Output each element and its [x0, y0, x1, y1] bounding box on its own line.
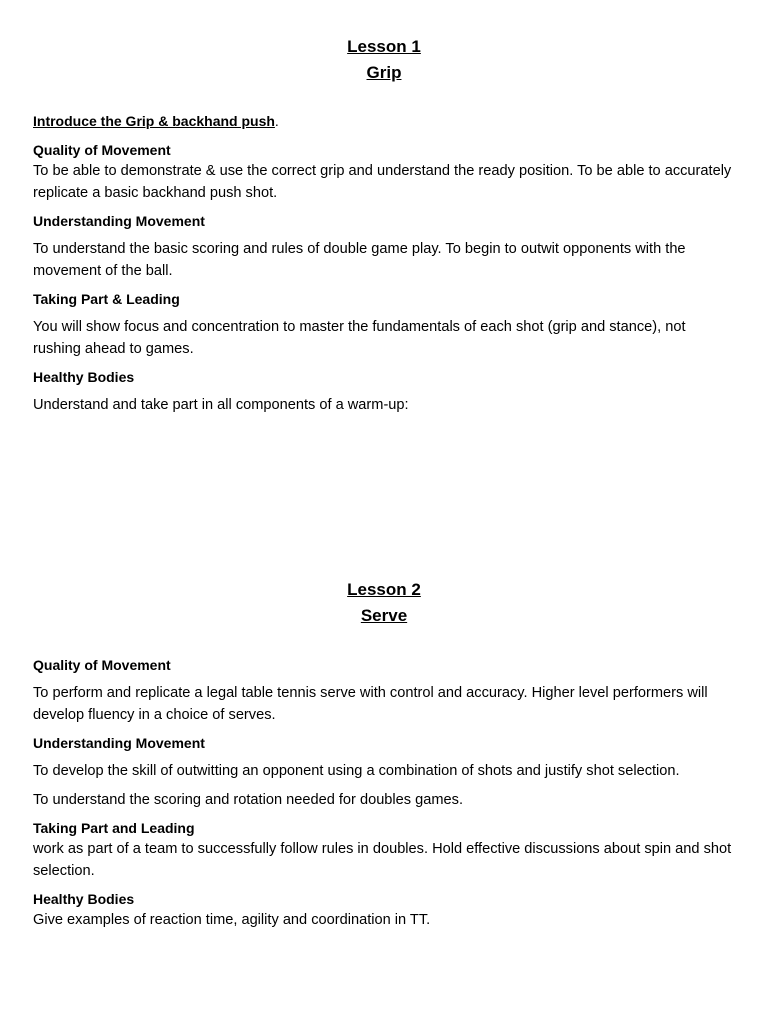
- lesson-2-heading-healthy: Healthy Bodies: [33, 891, 135, 907]
- lesson-2-text-quality: To perform and replicate a legal table tennis serve with control and accuracy. Higher level performers will develop fluency in a choice of serves.: [33, 685, 708, 723]
- lesson-1-text-quality: To be able to demonstrate & use the correct grip and understand the ready position. To be able to accurately replicate a basic backhand push shot.: [33, 163, 732, 201]
- lesson-2-text-healthy: Give examples of reaction time, agility and coordination in TT.: [33, 912, 431, 928]
- lesson-1-text-understanding: To understand the basic scoring and rules of double game play. To begin to outwit opponents with the movement of the ball.: [33, 241, 686, 279]
- lesson-1-block: [33, 34, 733, 416]
- lesson-2-text-understanding-1: To develop the skill of outwitting an opponent using a combination of shots and justify shot selection.: [33, 763, 680, 779]
- lesson-1-intro: [33, 111, 733, 131]
- lesson-1-intro-text: Introduce the Grip & backhand push: [33, 113, 275, 129]
- lesson-1-intro-punct: .: [274, 113, 279, 129]
- lesson-1-heading-taking-part: Taking Part & Leading: [33, 291, 180, 307]
- lesson-2-text-taking-part: work as part of a team to successfully follow rules in doubles. Hold effective discussions about spin and shot selection.: [33, 841, 732, 879]
- lesson-2-subtitle: Serve: [360, 606, 408, 625]
- lesson-1-subtitle: Grip: [366, 63, 402, 82]
- lesson-2-heading-taking-part: Taking Part and Leading: [33, 820, 195, 836]
- lesson-2-text-understanding-2: To understand the scoring and rotation needed for doubles games.: [33, 792, 463, 808]
- lesson-1-title: Lesson 1: [347, 37, 421, 56]
- lesson-2-block: [33, 577, 733, 931]
- lesson-1-text-taking-part: You will show focus and concentration to master the fundamentals of each shot (grip and stance), not rushing ahead to games.: [33, 319, 686, 357]
- lesson-2-heading-understanding: Understanding Movement: [33, 735, 205, 751]
- lesson-2-title: Lesson 2: [347, 580, 421, 599]
- lesson-1-heading-understanding: Understanding Movement: [33, 213, 205, 229]
- lesson-1-text-healthy: Understand and take part in all components of a warm-up:: [33, 397, 409, 413]
- lesson-2-heading-quality: Quality of Movement: [33, 657, 171, 673]
- lesson-1-heading-healthy: Healthy Bodies: [33, 369, 135, 385]
- lesson-1-heading-quality: Quality of Movement: [33, 142, 171, 158]
